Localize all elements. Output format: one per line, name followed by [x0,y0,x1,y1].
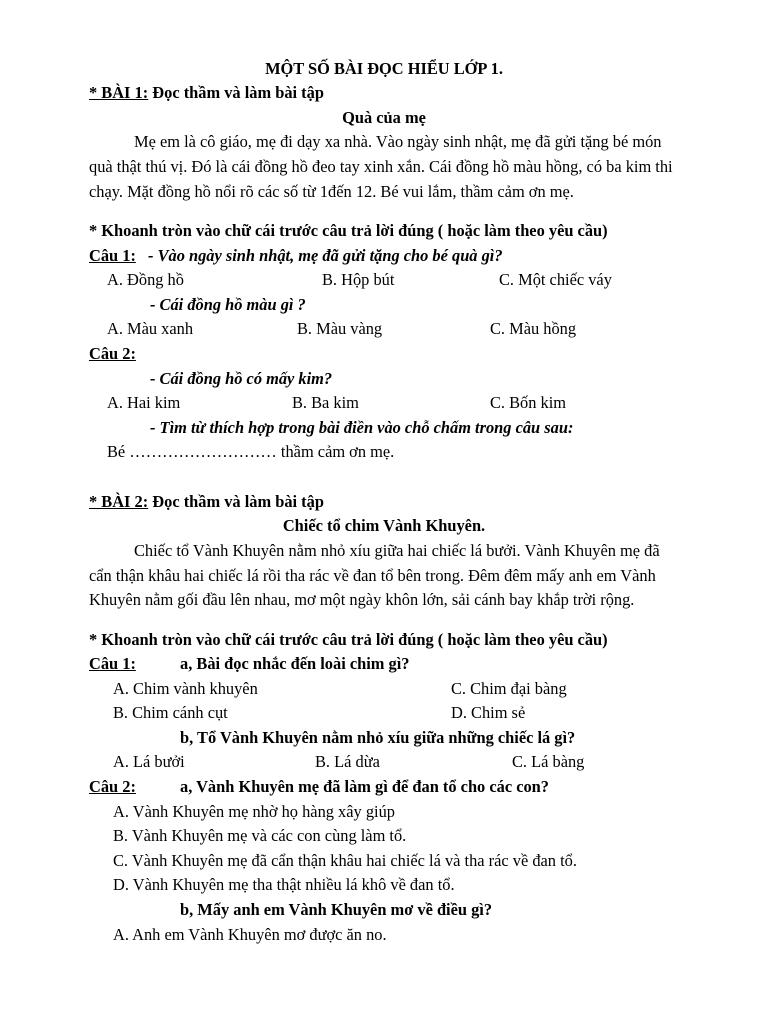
option[interactable]: A. Đồng hồ [107,270,184,289]
option[interactable]: A. Hai kim [107,393,181,412]
option[interactable]: C. Chim đại bàng [451,679,567,698]
bai1-cau2-question-2: - Tìm từ thích hợp trong bài điền vào chỗ chấm trong câu sau: [150,418,574,437]
option[interactable]: C. Lá bàng [512,752,585,771]
bai1-instruction: Đọc thầm và làm bài tập [148,83,324,102]
option[interactable]: B. Hộp bút [322,270,395,289]
bai2-cau2-question-b: b, Mấy anh em Vành Khuyên mơ về điều gì? [180,900,493,919]
bai1-cau1-question-2: - Cái đồng hồ màu gì ? [150,295,306,314]
bai2-task: * Khoanh tròn vào chữ cái trước câu trả lời đúng ( hoặc làm theo yêu cầu) [89,630,608,649]
bai2-instruction: Đọc thầm và làm bài tập [148,492,324,511]
bai1-paragraph-line: Mẹ em là cô giáo, mẹ đi dạy xa nhà. Vào ngày sinh nhật, mẹ đã gửi tặng bé món [134,132,662,151]
bai1-story-title: Quà của mẹ [342,108,426,127]
option[interactable]: C. Màu hồng [490,319,577,338]
bai1-task: * Khoanh tròn vào chữ cái trước câu trả lời đúng ( hoặc làm theo yêu cầu) [89,221,608,240]
option[interactable]: C. Vành Khuyên mẹ đã cẩn thận khâu hai chiếc lá và tha rác về đan tổ. [113,851,577,870]
option[interactable]: A. Anh em Vành Khuyên mơ được ăn no. [113,925,387,944]
bai1-label: * BÀI 1: [89,83,149,102]
option[interactable]: D. Chim sẻ [451,703,526,722]
option[interactable]: B. Lá dừa [315,752,380,771]
option[interactable]: B. Vành Khuyên mẹ và các con cùng làm tổ. [113,826,407,845]
bai1-heading [89,81,324,105]
bai1-cau1-question: - Vào ngày sinh nhật, mẹ đã gửi tặng cho bé quà gì? [148,246,503,265]
bai1-cau1-line [89,244,503,268]
option[interactable]: A. Vành Khuyên mẹ nhờ họ hàng xây giúp [113,802,395,821]
option[interactable]: A. Lá bưởi [113,752,185,771]
bai2-heading [89,490,324,514]
bai2-cau1-question-a: a, Bài đọc nhắc đến loài chim gì? [180,654,410,673]
bai2-paragraph-line: Chiếc tổ Vành Khuyên nằm nhỏ xíu giữa hai chiếc lá bưởi. Vành Khuyên mẹ đã [134,541,660,560]
bai2-cau1-label: Câu 1: [89,654,136,673]
option[interactable]: C. Bốn kim [490,393,567,412]
option[interactable]: A. Màu xanh [107,319,194,338]
bai2-cau1-question-b: b, Tổ Vành Khuyên nằm nhỏ xíu giữa những chiếc lá gì? [180,728,576,747]
page-title: MỘT SỐ BÀI ĐỌC HIỂU LỚP 1. [265,59,503,78]
bai2-story-title: Chiếc tổ chim Vành Khuyên. [282,516,486,535]
bai2-paragraph-line: cẩn thận khâu hai chiếc lá rồi tha rác về đan tổ bên trong. Đêm đêm mấy anh em Vành [89,566,656,585]
bai1-cau2-label: Câu 2: [89,344,136,363]
bai2-label: * BÀI 2: [89,492,149,511]
option[interactable]: B. Chim cánh cụt [113,703,228,722]
option[interactable]: D. Vành Khuyên mẹ tha thật nhiều lá khô về đan tổ. [113,875,455,894]
bai1-cau2-question: - Cái đồng hồ có mấy kim? [150,369,333,388]
bai2-cau2-label: Câu 2: [89,777,136,796]
option[interactable]: A. Chim vành khuyên [113,679,258,698]
option[interactable]: C. Một chiếc váy [499,270,612,289]
fill-in-line[interactable]: Bé ……………………… thầm cảm ơn mẹ. [107,442,395,461]
bai2-paragraph-line: Khuyên nằm gối đầu lên nhau, mơ một ngày khôn lớn, sải cánh bay khắp trời rộng. [89,590,635,609]
bai1-cau1-label: Câu 1: [89,246,136,265]
bai1-paragraph-line: quà thật thú vị. Đó là cái đồng hồ đeo tay xinh xắn. Cái đồng hồ màu hồng, có ba kim thi [89,157,673,176]
option[interactable]: B. Màu vàng [297,319,383,338]
bai2-cau2-question-a: a, Vành Khuyên mẹ đã làm gì để đan tổ cho các con? [180,777,549,796]
bai1-paragraph-line: chạy. Mặt đồng hồ nổi rõ các số từ 1đến 12. Bé vui lắm, thầm cảm ơn mẹ. [89,182,574,201]
option[interactable]: B. Ba kim [292,393,359,412]
